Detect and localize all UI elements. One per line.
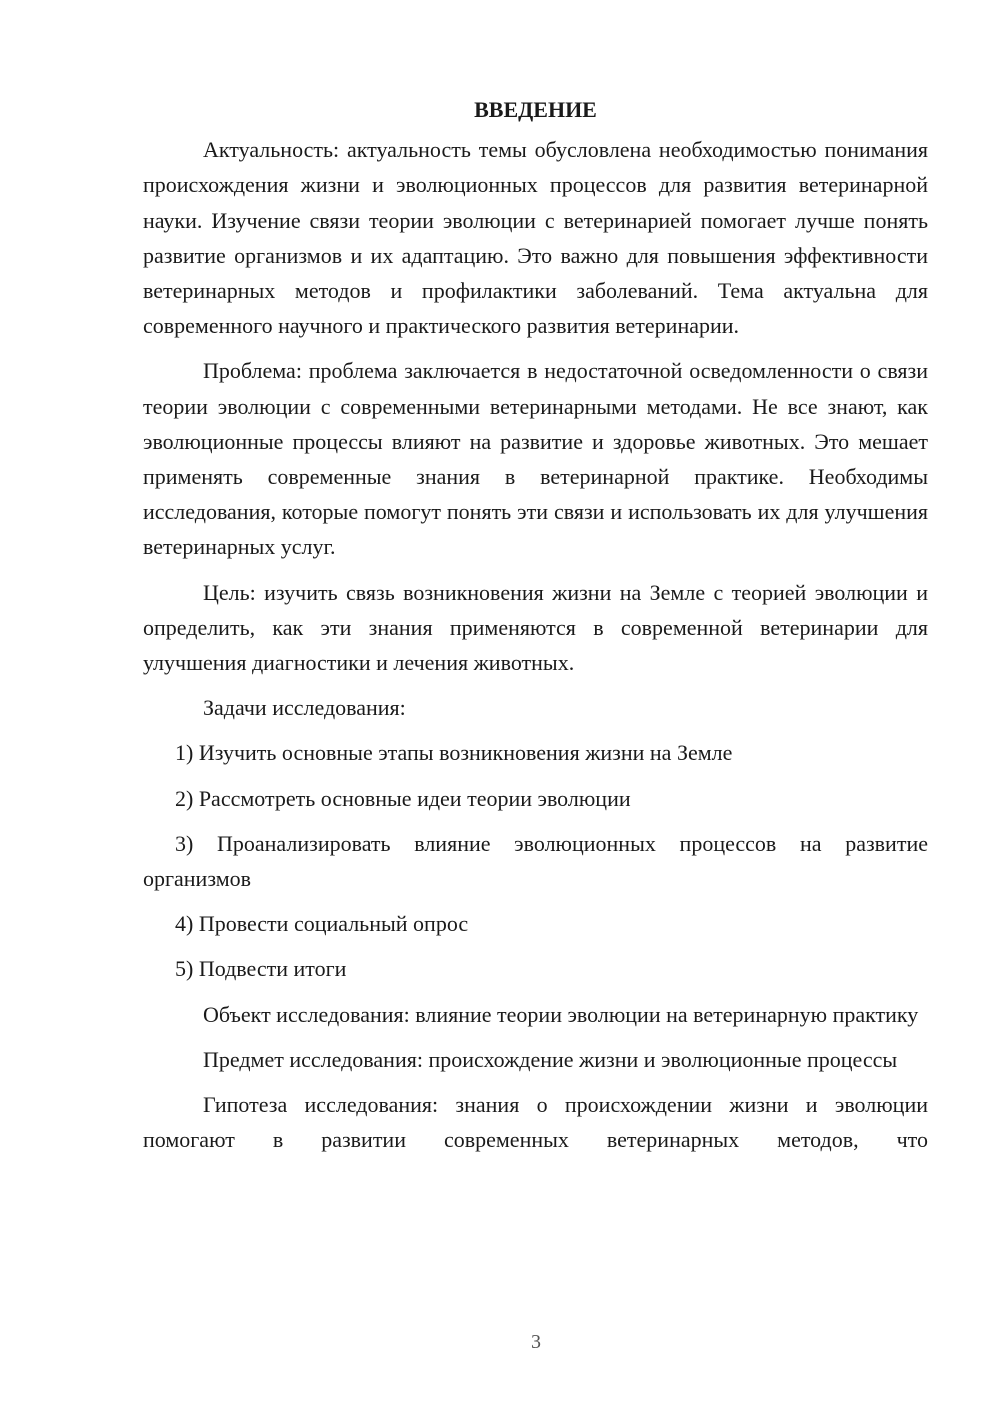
task-item-2: 2) Рассмотреть основные идеи теории эволюции — [175, 785, 631, 811]
document-page — [143, 92, 928, 1167]
task-item-5: 5) Подвести итоги — [175, 956, 347, 982]
paragraph-tasks-heading: Задачи исследования: — [203, 695, 406, 721]
paragraph-problem: Проблема: проблема заключается в недостаточной осведомленности о связи теории эволюции с современными ветеринарными методами. Не все знают, как эволюционные процессы влияют на развитие и здоровье животных. Это мешает применять современные знания в ветеринарной практике. Необходимы исследования, которые помогут понять эти связи и использовать их для улучшения ветеринарных услуг. — [143, 358, 928, 560]
task-item-1: 1) Изучить основные этапы возникновения жизни на Земле — [175, 740, 733, 766]
paragraph-goal: Цель: изучить связь возникновения жизни на Земле с теорией эволюции и определить, как эти знания применяются в современной ветеринарии для улучшения диагностики и лечения животных. — [143, 579, 928, 676]
paragraph-hypothesis: Гипотеза исследования: знания о происхождении жизни и эволюции помогают в развитии современных ветеринарных методов, что — [143, 1092, 928, 1153]
paragraph-relevance: Актуальность: актуальность темы обусловлена необходимостью понимания происхождения жизни и эволюционных процессов для развития ветеринарной науки. Изучение связи теории эволюции с ветеринарией помогает лучше понять развитие организмов и их адаптацию. Это важно для повышения эффективности ветеринарных методов и профилактики заболеваний. Тема актуальна для современного научного и практического развития ветеринарии. — [143, 137, 928, 339]
task-item-4: 4) Провести социальный опрос — [175, 911, 469, 937]
task-item-3: 3) Проанализировать влияние эволюционных процессов на развитие организмов — [143, 830, 928, 892]
paragraph-subject: Предмет исследования: происхождение жизни и эволюционные процессы — [203, 1046, 898, 1072]
paragraph-object: Объект исследования: влияние теории эволюции на ветеринарную практику — [203, 1001, 919, 1027]
section-title: ВВЕДЕНИЕ — [474, 97, 597, 122]
page-number: 3 — [531, 1331, 541, 1353]
